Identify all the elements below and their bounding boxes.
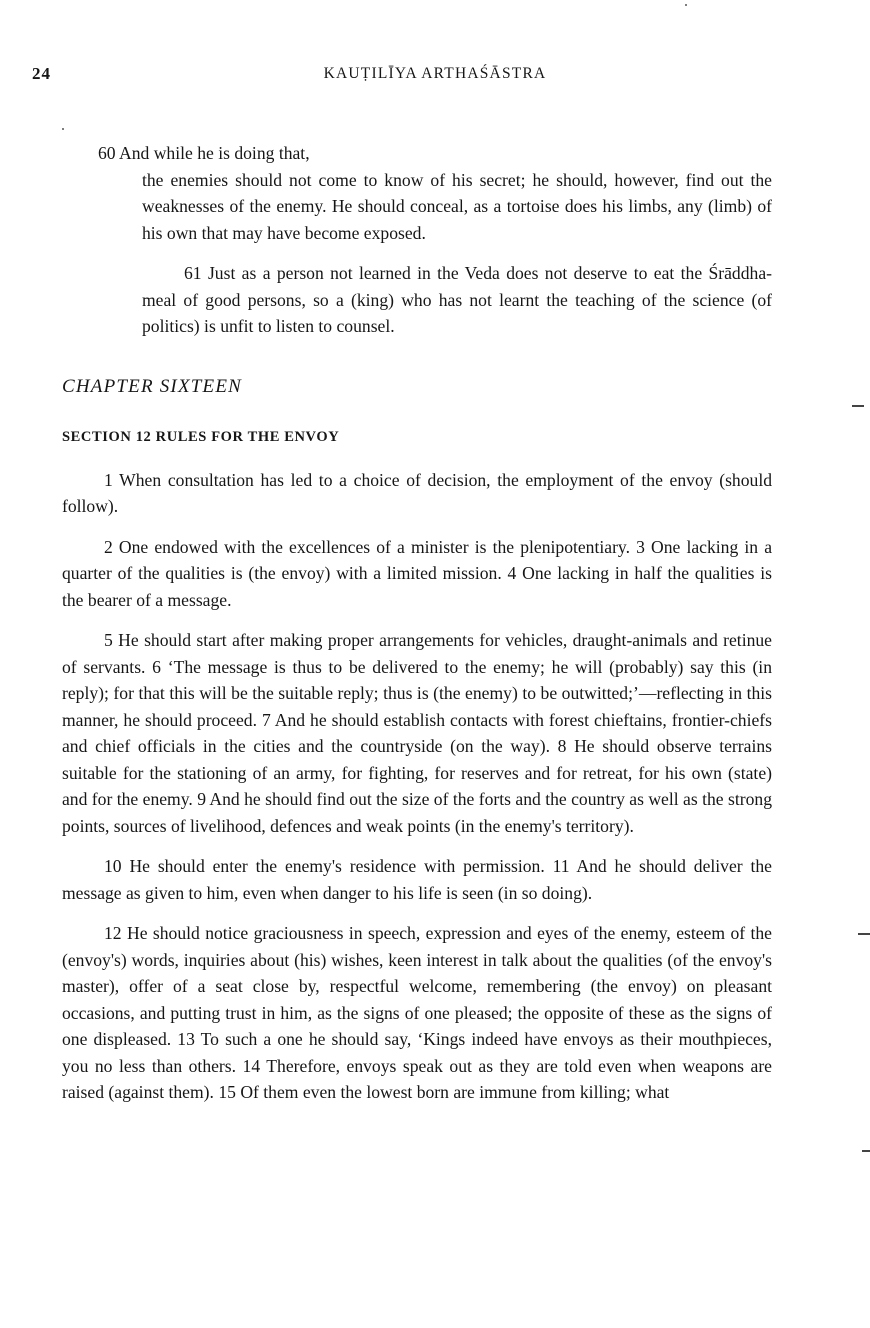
scan-margin-mark <box>858 933 870 935</box>
page-header <box>0 64 870 88</box>
paragraph-5: 12 He should notice graciousness in speech, expression and eyes of the enemy, esteem of the (envoy's) words, inquiries about (his) wishes, keen interest in talk about the qualities (of the envoy's master), offer of a seat close by, respectful welcome, remembering (the envoy) on pleasant occasions, and putting trust in him, as the signs of one pleased; the opposite of these as the signs of one displeased. 13 To such a one he should say, ‘Kings indeed have envoys as their mouthpieces, you no less than others. 14 Therefore, envoys speak out as they are told even when weapons are raised (against them). 15 Of them even the lowest born are immune from killing; what <box>62 923 772 1102</box>
chapter-title: CHAPTER SIXTEEN <box>62 375 243 397</box>
verse-61-text: 61 Just as a person not learned in the Veda does not deserve to eat the Śrāddha-meal of good persons, so a (king) who has not learnt the teaching of the science (of politics) is unfit to listen to counsel. <box>142 263 772 336</box>
page-body <box>62 140 772 1106</box>
page-number: 24 <box>32 64 51 83</box>
paragraph-2: 2 One endowed with the excellences of a minister is the plenipotentiary. 3 One lacking in a quarter of the qualities is (the envoy) with a limited mission. 4 One lacking in half the qualities is the bearer of a message. <box>62 536 772 610</box>
paragraph-4: 10 He should enter the enemy's residence with permission. 11 And he should deliver the message as given to him, even when danger to his life is seen (in so doing). <box>62 856 772 903</box>
running-title: KAUṬILĪYA ARTHAŚĀSTRA <box>323 65 547 82</box>
scan-speck <box>685 4 687 6</box>
scan-speck <box>62 128 64 130</box>
verse-60-first-line: 60 And while he is doing that, <box>98 143 310 163</box>
verse-61 <box>62 260 772 340</box>
scan-margin-mark <box>862 1150 870 1152</box>
section-title: SECTION 12 RULES FOR THE ENVOY <box>62 429 340 445</box>
paragraph-3: 5 He should start after making proper arrangements for vehicles, draught-animals and retinue of servants. 6 ‘The message is thus to be delivered to the enemy; he will (probably) say this (in reply); for that this will be the suitable reply; thus is (the enemy) to be outwitted;’—reflecting in this manner, he should proceed. 7 And he should establish contacts with forest chieftains, frontier-chiefs and chief officials in the cities and the countryside (on the way). 8 He should observe terrains suitable for the stationing of an army, for fighting, for reserves and for retreat, for his own (state) and for the enemy. 9 And he should find out the size of the forts and the country as well as the strong points, sources of livelihood, defences and weak points (in the enemy's territory). <box>62 630 772 836</box>
paragraph-1: 1 When consultation has led to a choice of decision, the employment of the envoy (should follow). <box>62 469 772 516</box>
verse-60 <box>62 140 772 246</box>
scan-margin-mark <box>852 405 864 407</box>
verse-60-text: the enemies should not come to know of his secret; he should, however, find out the weaknesses of the enemy. He should conceal, as a tortoise does his limbs, any (limb) of his own that may have become exposed. <box>142 169 772 243</box>
